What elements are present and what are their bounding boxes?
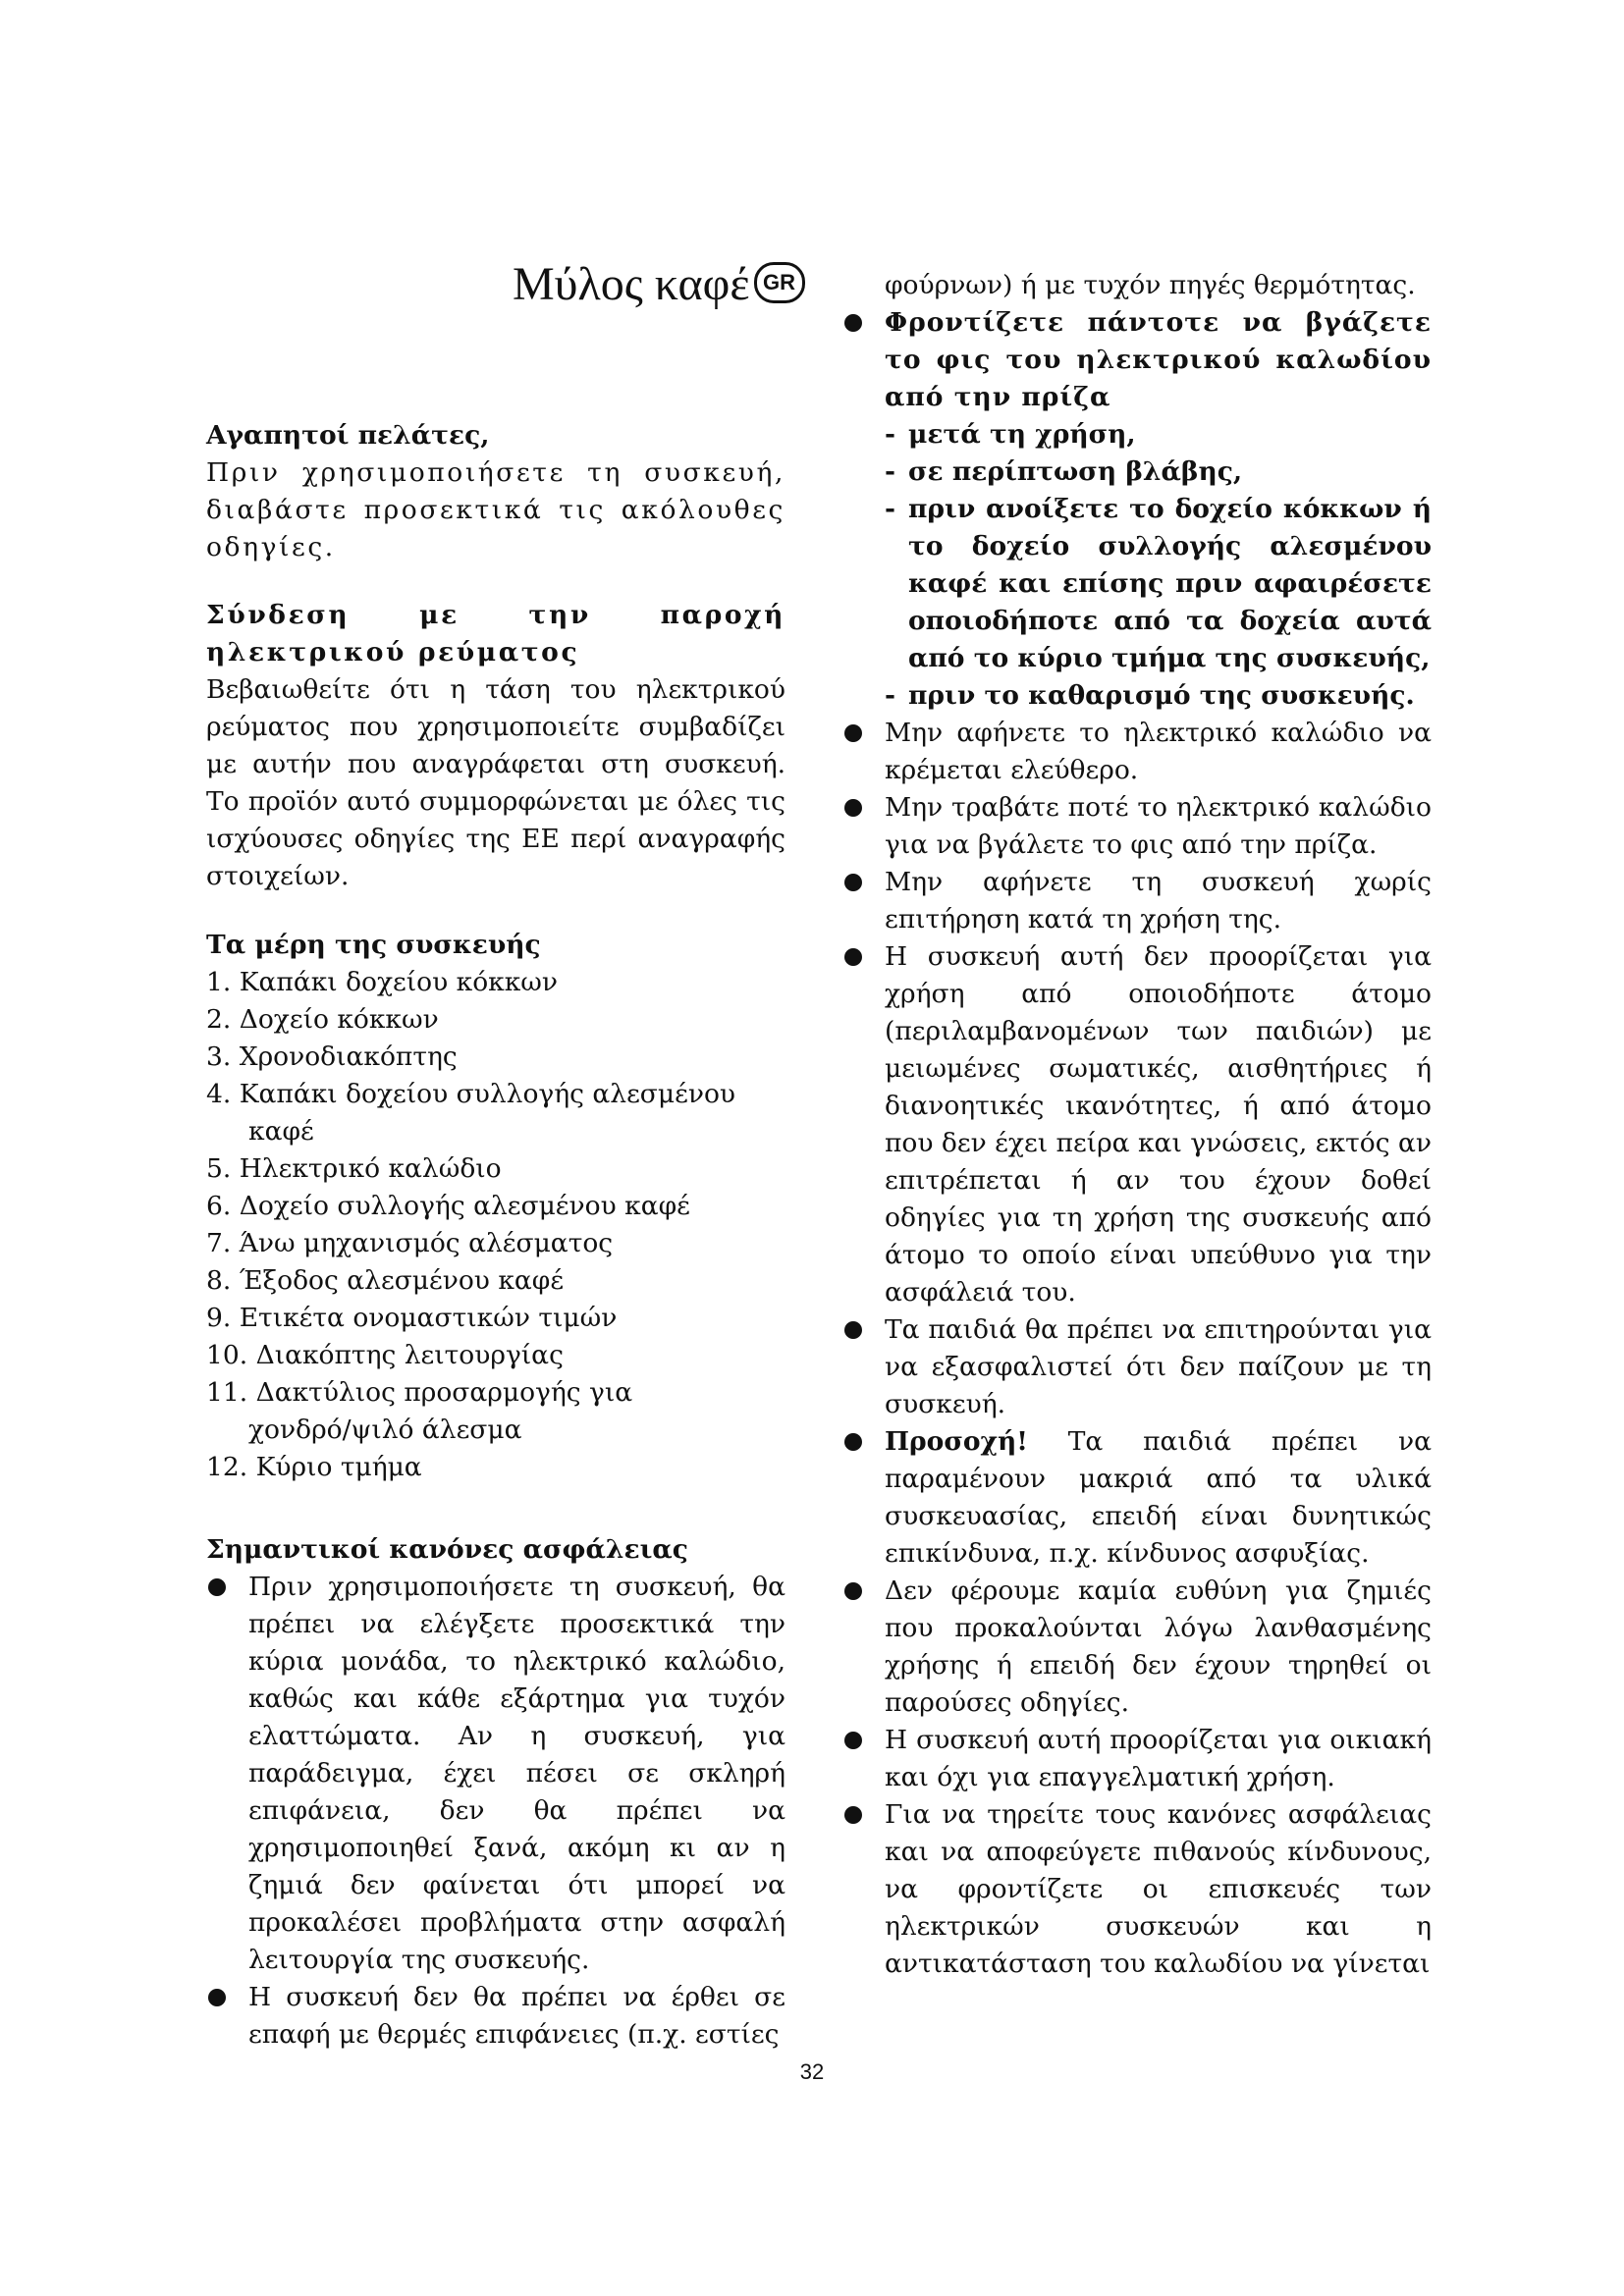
bullet-icon — [844, 1582, 862, 1600]
safety-heading: Σημαντικοί κανόνες ασφάλειας — [206, 1534, 688, 1565]
connection-text: Βεβαιωθείτε ότι η τάση του ηλεκτρικού ρεύματος που χρησιμοποιείτε συμβαδίζει με αυτήν που αναγράφεται στη συσκευή. Το προϊόν αυτό συμμορφώνεται με όλες τις ισχύουσες οδηγίες της ΕΕ περί αναγραφής στοιχείων. — [206, 674, 785, 891]
parts-list-item-continued: καφέ — [248, 1116, 314, 1147]
bullet-icon — [208, 1578, 226, 1596]
unplug-case: - πριν το καθαρισμό της συσκευής. — [885, 680, 1415, 711]
unplug-case: - μετά τη χρήση, — [885, 419, 1136, 450]
continuation-text: φούρνων) ή με τυχόν πηγές θερμότητας. — [885, 270, 1416, 300]
unplug-case: - σε περίπτωση βλάβης, — [885, 456, 1243, 487]
parts-list-item: 1. Καπάκι δοχείου κόκκων — [206, 967, 559, 997]
parts-list-item: 9. Ετικέτα ονομαστικών τιμών — [206, 1303, 618, 1333]
caution-label: Προσοχή! — [885, 1426, 1028, 1457]
bullet-icon — [844, 1321, 862, 1339]
bullet-icon — [844, 799, 862, 817]
safety-bullet: Η συσκευή αυτή δεν προορίζεται για χρήση από οποιοδήποτε άτομο (περιλαμβανομένων των παιδιών) με μειωμένες σωματικές, αισθητήριες ή διανοητικές ικανότητες, ή από άτομο που δεν έχει πείρα και γνώσεις, εκτός αν επιτρέπεται ή αν του έχουν δοθεί οδηγίες για τη χρήση της συσκευής από άτομο το οποίο είναι υπεύθυνο για την ασφάλειά του. — [842, 938, 1432, 1311]
connection-heading: Σύνδεση με την παροχή ηλεκτρικού ρεύματος — [206, 600, 785, 667]
safety-section — [206, 1531, 785, 2054]
parts-list-item: 11. Δακτύλιος προσαρμογής για — [206, 1377, 633, 1408]
bullet-icon — [844, 1732, 862, 1749]
parts-list-item-continued: χονδρό/ψιλό άλεσμα — [248, 1415, 522, 1445]
title-text: Μύλος καφέ — [513, 258, 750, 310]
safety-bullet: Τα παιδιά θα πρέπει να επιτηρούνται για να εξασφαλιστεί ότι δεν παίζουν με τη συσκευή. — [842, 1311, 1432, 1423]
safety-bullet: Πριν χρησιμοποιήσετε τη συσκευή, θα πρέπει να ελέγξετε προσεκτικά την κύρια μονάδα, το ηλεκτρικό καλώδιο, καθώς και κάθε εξάρτημα για τυχόν ελαττώματα. Αν η συσκευή, για παράδειγμα, έχει πέσει σε σκληρή επιφάνεια, δεν θα πρέπει να χρησιμοποιηθεί ξανά, ακόμη κι αν η ζημιά δεν φαίνεται ότι μπορεί να προκαλέσει προβλήματα στην ασφαλή λειτουργία της συσκευής. — [206, 1569, 785, 1979]
caution-text: Τα παιδιά πρέπει να παραμένουν μακριά από τα υλικά συσκευασίας, επειδή είναι δυνητικώς επικίνδυνα, π.χ. κίνδυνος ασφυξίας. — [885, 1426, 1432, 1569]
bullet-icon — [844, 1806, 862, 1824]
parts-list-item: 7. Άνω μηχανισμός αλέσματος — [206, 1228, 614, 1258]
language-badge: GR — [754, 262, 805, 303]
parts-list-item: 3. Χρονοδιακόπτης — [206, 1041, 458, 1072]
bullet-icon — [844, 724, 862, 742]
safety-bullet: Μην αφήνετε το ηλεκτρικό καλώδιο να κρέμεται ελεύθερο. — [842, 715, 1432, 789]
greeting-section — [206, 417, 785, 566]
page-number: 32 — [799, 2059, 825, 2084]
safety-bullet: Η συσκευή αυτή προορίζεται για οικιακή και όχι για επαγγελματική χρήση. — [842, 1722, 1432, 1796]
parts-list-item: 10. Διακόπτης λειτουργίας — [206, 1340, 564, 1370]
bullet-icon — [844, 948, 862, 966]
safety-bullet: Η συσκευή δεν θα πρέπει να έρθει σε επαφή με θερμές επιφάνειες (π.χ. εστίες — [206, 1979, 785, 2054]
greeting-text: Πριν χρησιμοποιήσετε τη συσκευή, διαβάστε προσεκτικά τις ακόλουθες οδηγίες. — [206, 457, 785, 562]
parts-list-item: 6. Δοχείο συλλογής αλεσμένου καφέ — [206, 1191, 690, 1221]
bullet-icon — [844, 1433, 862, 1451]
parts-list-item: 4. Καπάκι δοχείου συλλογής αλεσμένου — [206, 1079, 736, 1109]
connection-section — [206, 597, 785, 895]
parts-list-item: 5. Ηλεκτρικό καλώδιο — [206, 1153, 502, 1184]
unplug-bullet: Φροντίζετε πάντοτε να βγάζετε το φις του ηλεκτρικού καλωδίου από την πρίζα — [842, 304, 1432, 416]
greeting-heading: Αγαπητοί πελάτες, — [206, 420, 490, 451]
parts-section — [206, 927, 785, 1486]
parts-heading: Τα μέρη της συσκευής — [206, 930, 541, 960]
safety-bullet: Μην αφήνετε τη συσκευή χωρίς επιτήρηση κατά τη χρήση της. — [842, 864, 1432, 938]
page-title — [513, 257, 805, 311]
right-content — [842, 267, 1432, 1983]
parts-list-item: 8. Έξοδος αλεσμένου καφέ — [206, 1265, 565, 1296]
safety-bullet: Μην τραβάτε ποτέ το ηλεκτρικό καλώδιο για να βγάλετε το φις από την πρίζα. — [842, 789, 1432, 864]
bullet-icon — [844, 874, 862, 891]
caution-bullet — [842, 1423, 1432, 1573]
parts-list-item: 12. Κύριο τμήμα — [206, 1452, 422, 1482]
bullet-icon — [208, 1989, 226, 2006]
safety-bullet: Δεν φέρουμε καμία ευθύνη για ζημιές που προκαλούνται λόγω λανθασμένης χρήσης ή επειδή δεν έχουν τηρηθεί οι παρούσες οδηγίες. — [842, 1573, 1432, 1722]
parts-list-item: 2. Δοχείο κόκκων — [206, 1004, 439, 1035]
safety-bullet: Για να τηρείτε τους κανόνες ασφάλειας και να αποφεύγετε πιθανούς κίνδυνους, να φροντίζετε οι επισκευές των ηλεκτρικών συσκευών και η αντικατάσταση του καλωδίου να γίνεται — [842, 1796, 1432, 1983]
unplug-case: - πριν ανοίξετε το δοχείο κόκκων ή το δοχείο συλλογής αλεσμένου καφέ και επίσης πριν αφαιρέσετε οποιοδήποτε από τα δοχεία αυτά από το κύριο τμήμα της συσκευής, — [885, 494, 1432, 673]
bullet-icon — [844, 314, 862, 332]
